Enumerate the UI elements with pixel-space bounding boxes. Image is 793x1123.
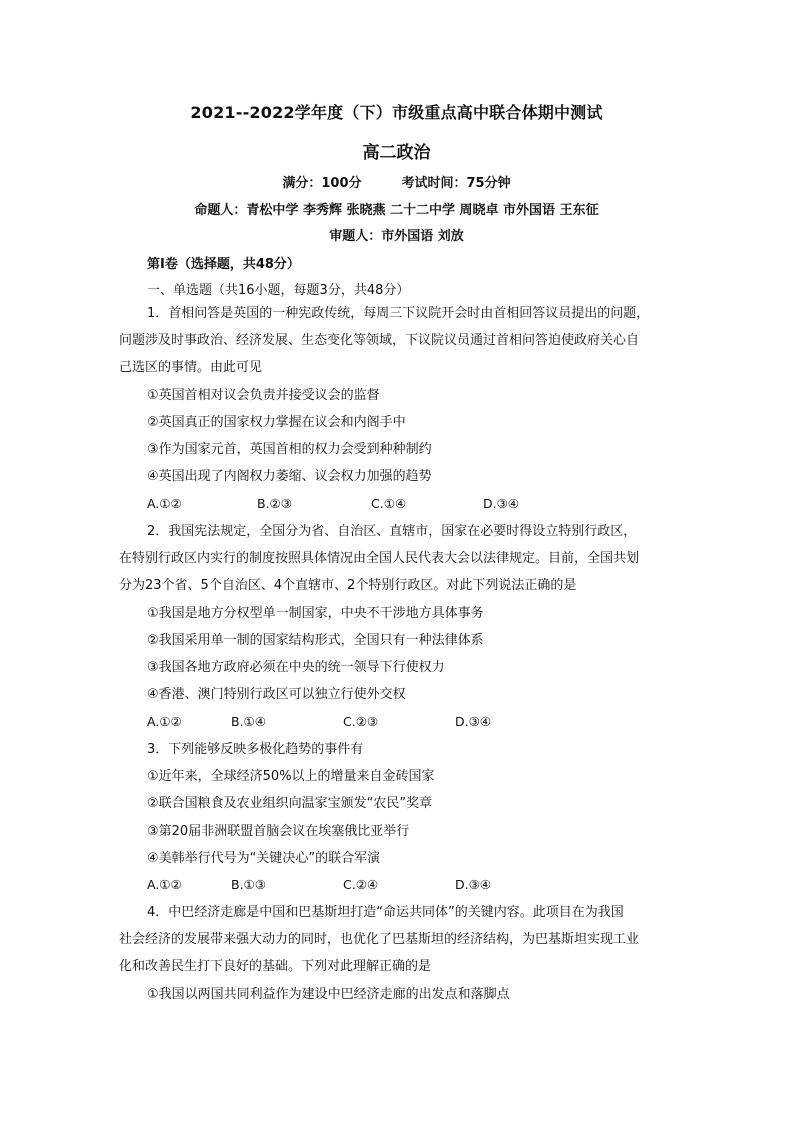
- question-4-line-3: 化和改善民生打下良好的基础。下列对此理解正确的是: [119, 959, 432, 974]
- section-title: 第Ⅰ卷（选择题，共48分）: [147, 257, 300, 272]
- full-score: 满分：100分: [282, 176, 362, 191]
- question-4-line-1: 4．中巴经济走廊是中国和巴基斯坦打造“命运共同体”的关键内容。此项目在为我国: [147, 905, 624, 920]
- question-1-line-3: 己选区的事情。由此可见: [119, 360, 263, 375]
- question-3-option-1: ①近年来，全球经济50%以上的增量来自金砖国家: [147, 769, 435, 784]
- exam-reviewer: 审题人：市外国语 刘放: [329, 229, 464, 244]
- question-1-line-1: 1．首相问答是英国的一种宪政传统，每周三下议院开会时由首相回答议员提出的问题，: [147, 306, 650, 321]
- choice-b: B.①③: [231, 877, 266, 892]
- question-2-choices: [147, 714, 647, 734]
- exam-duration: 考试时间：75分钟: [401, 176, 511, 191]
- question-2-line-1: 2．我国宪法规定，全国分为省、自治区、直辖市，国家在必要时得设立特别行政区，: [147, 524, 637, 539]
- question-3-choices: [147, 877, 647, 897]
- exam-subject: 高二政治: [362, 143, 431, 163]
- choice-c: C.①④: [371, 496, 407, 511]
- question-3-line-1: 3．下列能够反映多极化趋势的事件有: [147, 742, 364, 757]
- question-2-line-2: 在特别行政区内实行的制度按照具体情况由全国人民代表大会以法律规定。目前，全国共划: [119, 551, 640, 566]
- choice-b: B.②③: [257, 496, 292, 511]
- question-2-option-3: ③我国各地方政府必须在中央的统一领导下行使权力: [147, 660, 445, 675]
- choice-c: C.②④: [343, 877, 379, 892]
- question-1-option-4: ④英国出现了内阁权力萎缩、议会权力加强的趋势: [147, 469, 432, 484]
- question-1-choices: [147, 496, 647, 516]
- section-instruction: 一、单选题（共16小题，每题3分，共48分）: [147, 283, 410, 298]
- choice-a: A.①②: [147, 714, 182, 729]
- question-1-line-2: 问题涉及时事政治、经济发展、生态变化等领域，下议院议员通过首相问答迫使政府关心自: [119, 333, 640, 348]
- question-1-option-3: ③作为国家元首，英国首相的权力会受到种种制约: [147, 442, 432, 457]
- choice-c: C.②③: [343, 714, 379, 729]
- choice-a: A.①②: [147, 877, 182, 892]
- exam-authors: 命题人：青松中学 李秀辉 张晓燕 二十二中学 周晓卓 市外国语 王东征: [194, 203, 599, 218]
- question-2-option-1: ①我国是地方分权型单一制国家，中央不干涉地方具体事务: [147, 606, 484, 621]
- question-4-option-1: ①我国以两国共同利益作为建设中巴经济走廊的出发点和落脚点: [147, 987, 510, 1002]
- question-3-option-3: ③第20届非洲联盟首脑会议在埃塞俄比亚举行: [147, 824, 410, 839]
- question-2-option-4: ④香港、澳门特别行政区可以独立行使外交权: [147, 687, 406, 702]
- question-3-option-2: ②联合国粮食及农业组织向温家宝颁发“农民”奖章: [147, 796, 433, 811]
- choice-b: B.①④: [231, 714, 266, 729]
- question-3-option-4: ④美韩举行代号为“关键决心”的联合军演: [147, 851, 381, 866]
- question-2-line-3: 分为23个省、5个自治区、4个直辖市、2个特别行政区。对此下列说法正确的是: [119, 578, 577, 593]
- exam-score-time: [0, 172, 793, 191]
- question-4-line-2: 社会经济的发展带来强大动力的同时，也优化了巴基斯坦的经济结构，为巴基斯坦实现工业: [119, 932, 640, 947]
- choice-a: A.①②: [147, 496, 182, 511]
- choice-d: D.③④: [455, 714, 492, 729]
- choice-d: D.③④: [455, 877, 492, 892]
- question-1-option-2: ②英国真正的国家权力掌握在议会和内阁手中: [147, 415, 406, 430]
- choice-d: D.③④: [483, 496, 520, 511]
- exam-title: 2021--2022学年度（下）市级重点高中联合体期中测试: [190, 103, 603, 122]
- question-2-option-2: ②我国采用单一制的国家结构形式，全国只有一种法律体系: [147, 633, 484, 648]
- question-1-option-1: ①英国首相对议会负责并接受议会的监督: [147, 388, 380, 403]
